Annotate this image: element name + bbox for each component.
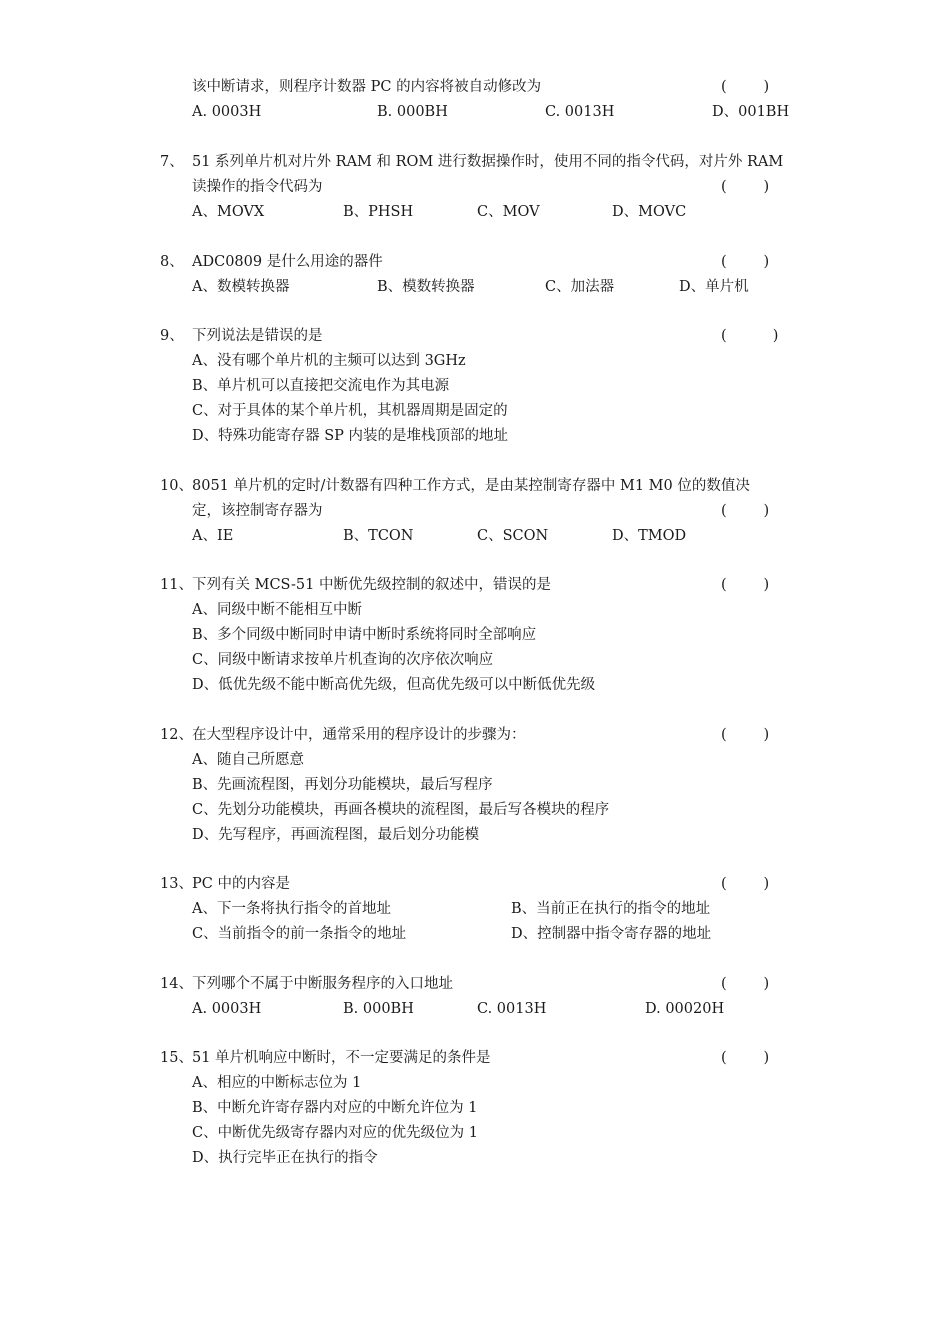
q10-option-a: A、IE xyxy=(192,528,234,544)
q10-option-c: C、SCON xyxy=(477,528,549,544)
q12-text: 在大型程序设计中，通常采用的程序设计的步骤为： xyxy=(192,727,526,743)
q8-option-a: A、数模转换器 xyxy=(192,279,290,295)
q12-option-c: C、先划分功能模块，再画各模块的流程图，最后写各模块的程序 xyxy=(192,802,610,818)
q7-option-b: B、PHSH xyxy=(343,204,414,220)
q9-option-a: A、没有哪个单片机的主频可以达到 3GHz xyxy=(192,353,466,369)
q9-text: 下列说法是错误的是 xyxy=(192,328,323,344)
q11-number: 11、 xyxy=(160,577,193,593)
q15-option-d: D、执行完毕正在执行的指令 xyxy=(192,1150,378,1166)
q6-option-a: A. 0003H xyxy=(192,104,262,120)
q11-text: 下列有关 MCS-51 中断优先级控制的叙述中，错误的是 xyxy=(192,577,551,593)
q14-option-a: A. 0003H xyxy=(192,1001,262,1017)
q9-option-c: C、对于具体的某个单片机，其机器周期是固定的 xyxy=(192,403,508,419)
q7-option-c: C、MOV xyxy=(477,204,540,220)
q10-option-d: D、TMOD xyxy=(612,528,687,544)
q12-option-a: A、随自己所愿意 xyxy=(192,752,304,768)
q13-answer-blank: ( ) xyxy=(721,876,770,892)
q14-text: 下列哪个不属于中断服务程序的入口地址 xyxy=(192,976,453,992)
q15-option-c: C、中断优先级寄存器内对应的优先级位为 1 xyxy=(192,1125,478,1141)
q13-text: PC 中的内容是 xyxy=(192,876,290,892)
q7-option-a: A、MOVX xyxy=(192,204,265,220)
q15-option-a: A、相应的中断标志位为 1 xyxy=(192,1075,362,1091)
q9-answer-blank: ( ) xyxy=(721,328,779,344)
q7-text-line1: 51 系列单片机对片外 RAM 和 ROM 进行数据操作时，使用不同的指令代码，对片外 RAM xyxy=(192,154,784,170)
q10-answer-blank: ( ) xyxy=(721,503,770,519)
q11-option-a: A、同级中断不能相互中断 xyxy=(192,602,362,618)
q11-answer-blank: ( ) xyxy=(721,577,770,593)
q11-option-b: B、多个同级中断同时申请中断时系统将同时全部响应 xyxy=(192,627,537,643)
q12-option-b: B、先画流程图，再划分功能模块，最后写程序 xyxy=(192,777,493,793)
q15-text: 51 单片机响应中断时，不一定要满足的条件是 xyxy=(192,1050,491,1066)
q8-number: 8、 xyxy=(160,254,184,270)
q13-option-b: B、当前正在执行的指令的地址 xyxy=(511,901,711,917)
q8-option-c: C、加法器 xyxy=(545,279,615,295)
q8-option-b: B、模数转换器 xyxy=(377,279,475,295)
q14-option-d: D. 00020H xyxy=(645,1001,725,1017)
q7-number: 7、 xyxy=(160,154,184,170)
q14-option-c: C. 0013H xyxy=(477,1001,547,1017)
q10-number: 10、 xyxy=(160,478,193,494)
q10-text-line2: 定，该控制寄存器为 xyxy=(192,503,323,519)
q10-option-b: B、TCON xyxy=(343,528,414,544)
q14-number: 14、 xyxy=(160,976,193,992)
q7-option-d: D、MOVC xyxy=(612,204,687,220)
q6-text: 该中断请求，则程序计数器 PC 的内容将被自动修改为 xyxy=(192,79,542,95)
q7-answer-blank: ( ) xyxy=(721,179,770,195)
q6-answer-blank: ( ) xyxy=(721,79,770,95)
q12-number: 12、 xyxy=(160,727,193,743)
q9-number: 9、 xyxy=(160,328,184,344)
q13-number: 13、 xyxy=(160,876,193,892)
q6-option-b: B. 000BH xyxy=(377,104,448,120)
q15-number: 15、 xyxy=(160,1050,193,1066)
q13-option-a: A、下一条将执行指令的首地址 xyxy=(192,901,391,917)
q6-option-c: C. 0013H xyxy=(545,104,615,120)
q13-option-d: D、控制器中指令寄存器的地址 xyxy=(511,926,712,942)
q11-option-c: C、同级中断请求按单片机查询的次序依次响应 xyxy=(192,652,494,668)
q7-text-line2: 读操作的指令代码为 xyxy=(192,179,323,195)
q14-option-b: B. 000BH xyxy=(343,1001,414,1017)
q15-answer-blank: ( ) xyxy=(721,1050,770,1066)
q8-text: ADC0809 是什么用途的器件 xyxy=(192,254,383,270)
q8-option-d: D、单片机 xyxy=(679,279,749,295)
q8-answer-blank: ( ) xyxy=(721,254,770,270)
q12-option-d: D、先写程序，再画流程图，最后划分功能模 xyxy=(192,827,480,843)
q10-text-line1: 8051 单片机的定时/计数器有四种工作方式，是由某控制寄存器中 M1 M0 位的数值决 xyxy=(192,478,750,494)
q11-option-d: D、低优先级不能中断高优先级，但高优先级可以中断低优先级 xyxy=(192,677,596,693)
q15-option-b: B、中断允许寄存器内对应的中断允许位为 1 xyxy=(192,1100,478,1116)
q13-option-c: C、当前指令的前一条指令的地址 xyxy=(192,926,407,942)
q6-option-d: D、001BH xyxy=(712,104,790,120)
q12-answer-blank: ( ) xyxy=(721,727,770,743)
q14-answer-blank: ( ) xyxy=(721,976,770,992)
q9-option-d: D、特殊功能寄存器 SP 内装的是堆栈顶部的地址 xyxy=(192,428,509,444)
q9-option-b: B、单片机可以直接把交流电作为其电源 xyxy=(192,378,450,394)
